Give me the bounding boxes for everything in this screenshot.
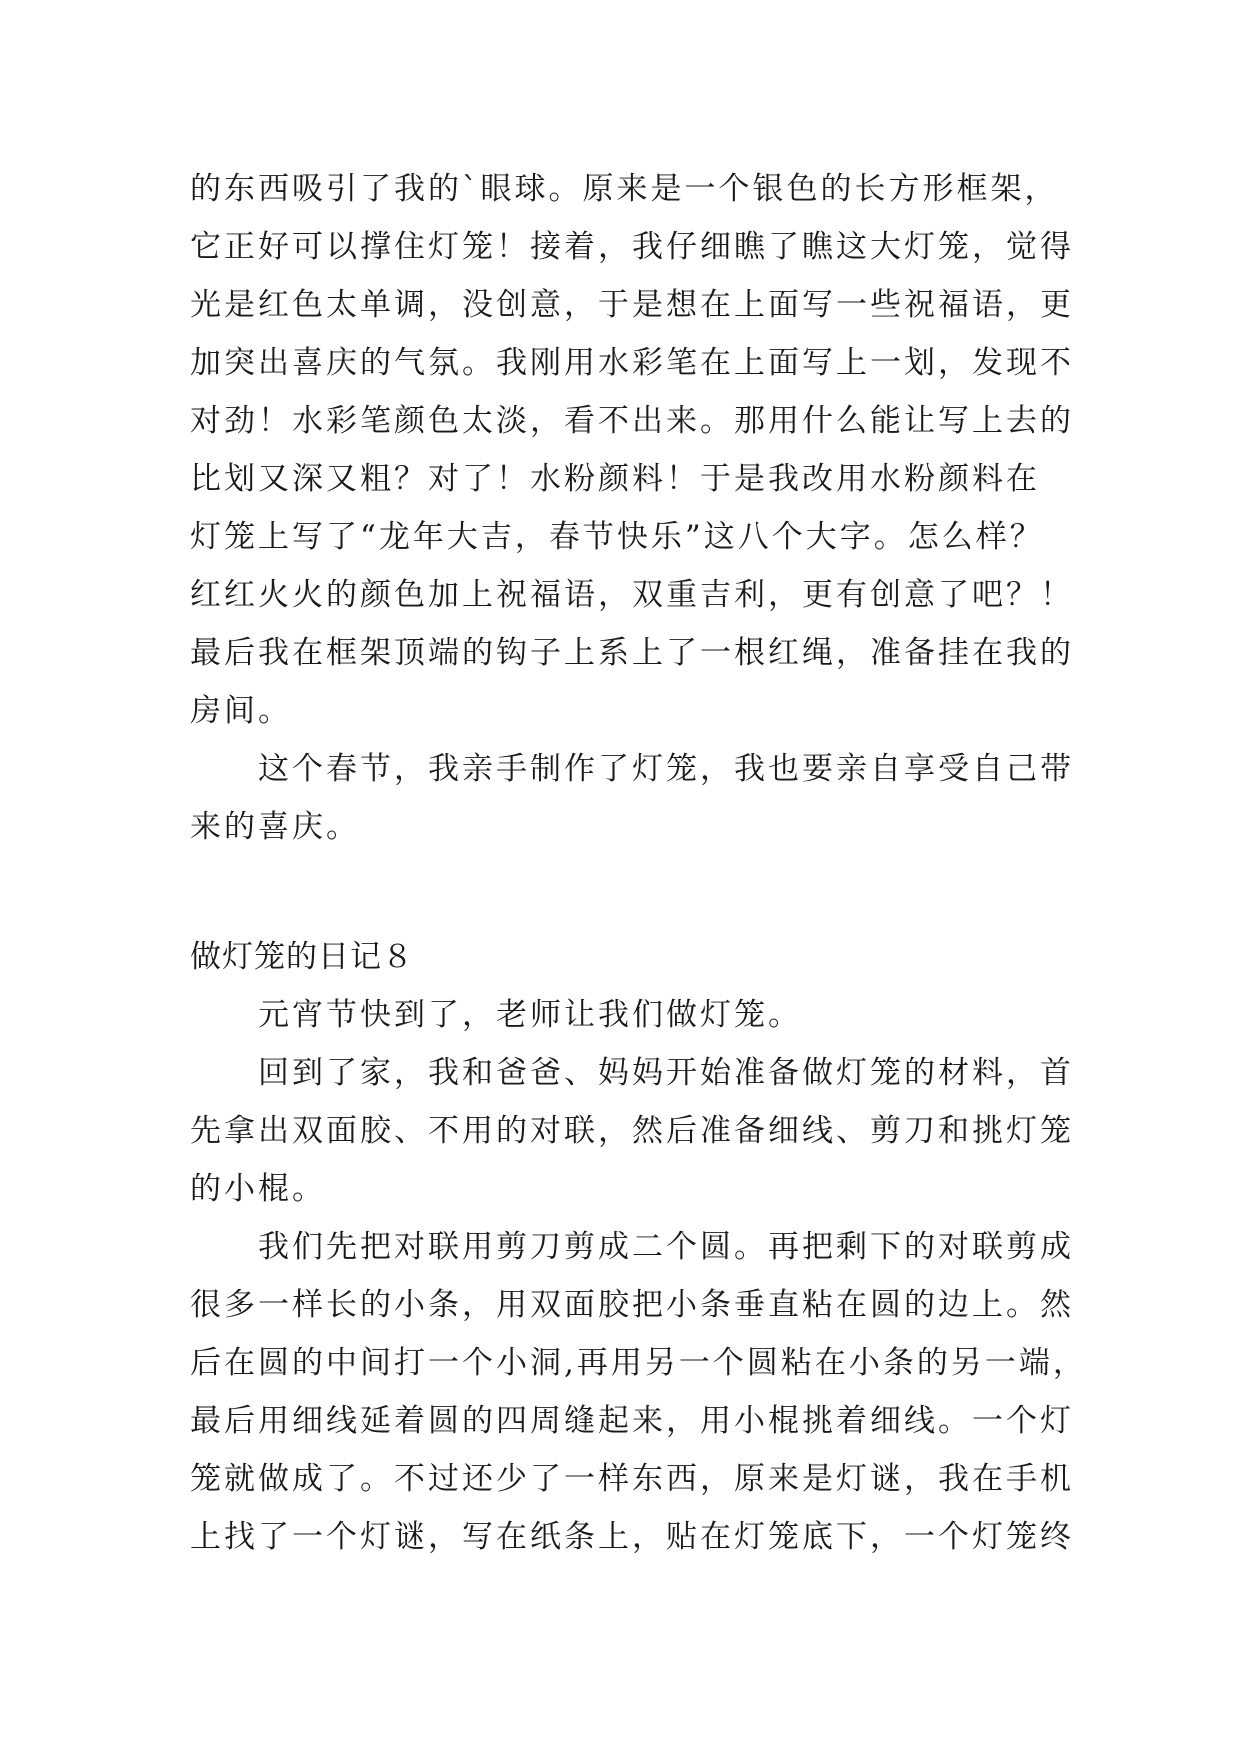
text-line: 对劲！水彩笔颜色太淡，看不出来。那用什么能让写上去的 bbox=[190, 403, 1074, 439]
text-line: 笼就做成了。不过还少了一样东西，原来是灯谜，我在手机 bbox=[190, 1461, 1074, 1497]
text-line: 很多一样长的小条，用双面胶把小条垂直粘在圆的边上。然 bbox=[190, 1287, 1074, 1323]
text-line: 来的喜庆。 bbox=[190, 809, 360, 845]
text-line: 加突出喜庆的气氛。我刚用水彩笔在上面写上一划，发现不 bbox=[190, 345, 1074, 381]
text-line: 红红火火的颜色加上祝福语，双重吉利，更有创意了吧？！ bbox=[190, 577, 1074, 613]
text-line: 后在圆的中间打一个小洞,再用另一个圆粘在小条的另一端， bbox=[190, 1345, 1087, 1381]
text-line: 上找了一个灯谜，写在纸条上，贴在灯笼底下，一个灯笼终 bbox=[190, 1519, 1074, 1555]
text-line: 最后我在框架顶端的钩子上系上了一根红绳，准备挂在我的 bbox=[190, 635, 1074, 671]
text-line: 回到了家，我和爸爸、妈妈开始准备做灯笼的材料，首 bbox=[258, 1055, 1074, 1091]
text-line: 比划又深又粗？对了！水粉颜料！于是我改用水粉颜料在 bbox=[190, 461, 1040, 497]
section-title: 做灯笼的日记８ bbox=[190, 939, 414, 975]
text-line: 元宵节快到了，老师让我们做灯笼。 bbox=[258, 997, 802, 1033]
text-line: 我们先把对联用剪刀剪成二个圆。再把剩下的对联剪成 bbox=[258, 1229, 1074, 1265]
document-body bbox=[190, 160, 1087, 1566]
text-line: 的东西吸引了我的`眼球。原来是一个银色的长方形框架， bbox=[190, 171, 1059, 207]
text-line: 的小棍。 bbox=[190, 1171, 326, 1207]
paragraph-lantern-decoration bbox=[190, 160, 1074, 740]
section-spacer bbox=[190, 856, 1060, 928]
text-line: 先拿出双面胶、不用的对联，然后准备细线、剪刀和挑灯笼 bbox=[190, 1113, 1074, 1149]
text-line: 光是红色太单调，没创意，于是想在上面写一些祝福语，更 bbox=[190, 287, 1074, 323]
text-line: 最后用细线延着圆的四周缝起来，用小棍挑着细线。一个灯 bbox=[190, 1403, 1074, 1439]
paragraph-closing bbox=[190, 740, 1074, 856]
paragraph-steps bbox=[190, 1218, 1087, 1566]
text-line: 房间。 bbox=[190, 693, 292, 729]
text-line: 灯笼上写了“龙年大吉，春节快乐”这八个大字。怎么样？ bbox=[190, 519, 1044, 555]
paragraph-intro bbox=[190, 986, 1060, 1044]
paragraph-materials bbox=[190, 1044, 1074, 1218]
text-line: 这个春节，我亲手制作了灯笼，我也要亲自享受自己带 bbox=[258, 751, 1074, 787]
text-line: 它正好可以撑住灯笼！接着，我仔细瞧了瞧这大灯笼，觉得 bbox=[190, 229, 1074, 265]
